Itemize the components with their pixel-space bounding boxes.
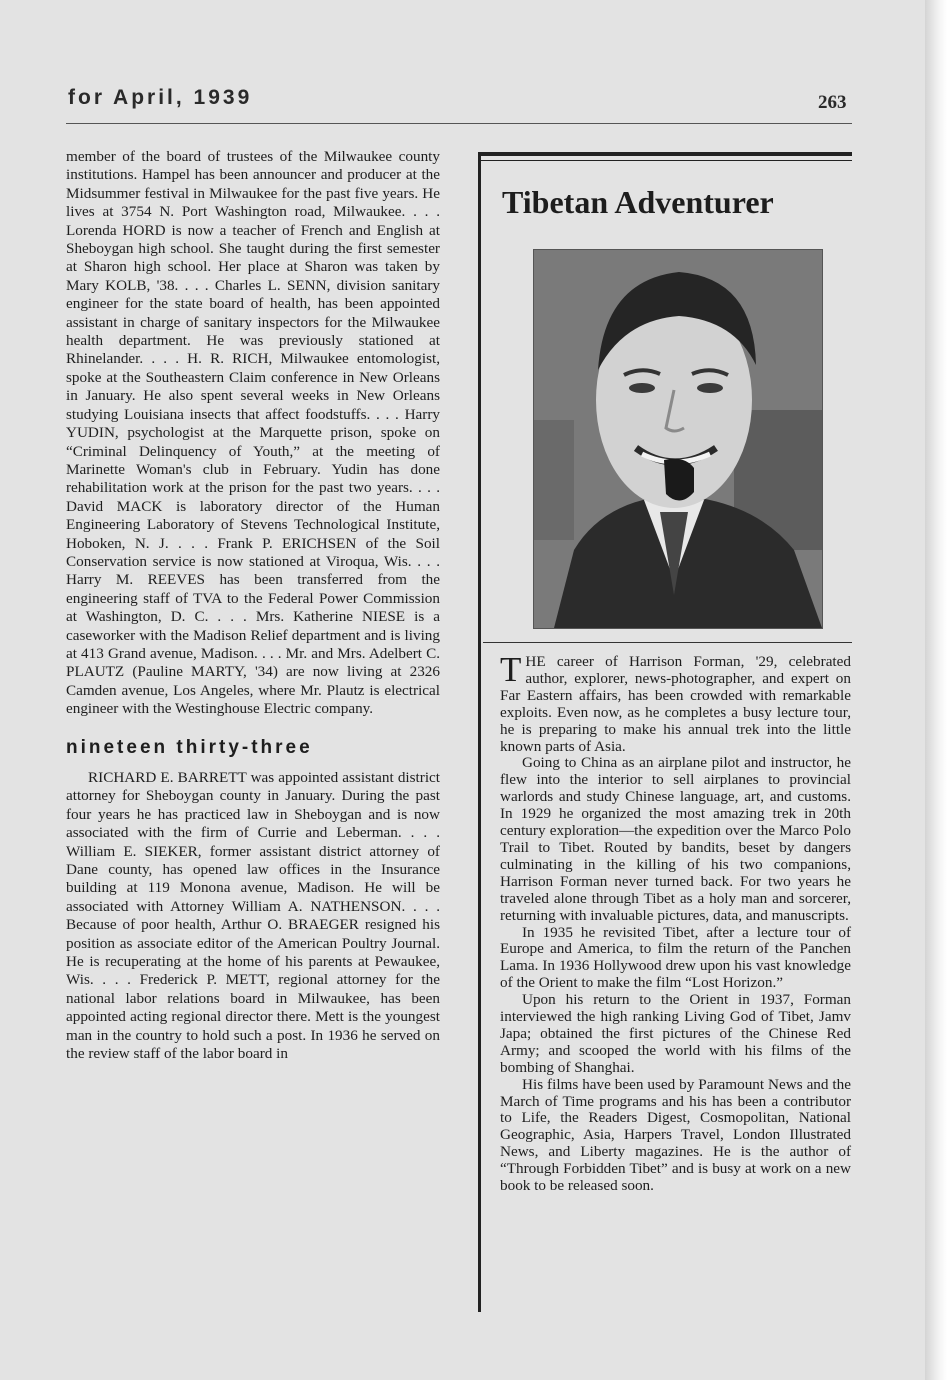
left-column xyxy=(66,148,440,1064)
scan-edge xyxy=(925,0,947,1380)
column-divider xyxy=(478,152,481,1312)
feature-paragraph: In 1935 he revisited Tibet, after a lecture tour of Europe and America, to film the return of the Panchen Lama. In 1936 Hollywood drew upon his vast knowledge of the Orient to make the film “Lost Horizon.” xyxy=(500,923,851,992)
feature-paragraph: Going to China as an airplane pilot and instructor, he flew into the interior to sell airplanes to provincial warlords and study Chinese language, art, and customs. In 1929 he organized the most amazing trek in 20th century exploration—the expedition over the Marco Polo Trail to Tibet. Routed by bandits, beset by dangers culminating in the killing of his two companions, Harrison Forman never turned back. For two years he traveled alone through Tibet as a holy man and sorcerer, returning with invaluable pictures, data, and manuscripts. xyxy=(500,754,851,924)
feature-paragraph: His films have been used by Paramount News and the March of Time programs and his has been a contributor to Life, the Readers Digest, Cosmopolitan, National Geographic, Asia, Harpers Travel, London Illustrated News, and Liberty magazines. He is the author of “Through Forbidden Tibet” and is busy at work on a new book to be released soon. xyxy=(500,1075,851,1195)
drop-cap: T xyxy=(500,650,522,689)
class-notes-1933: RICHARD E. BARRETT was appointed assistant district attorney for Sheboygan county in January. During the past four years he has practiced law in Sheboygan and is now associated with the firm of Currie and Leberman. . . . William E. SIEKER, former assistant district attorney of Dane county, has opened law offices in the Insurance building at 119 Monona avenue, Madison. He will be associated with Attorney William A. NATHENSON. . . . Because of poor health, Arthur O. BRAEGER resigned his position as associate editor of the American Poultry Journal. He is recuperating at the home of his parents at Pewaukee, Wis. . . . Frederick P. METT, regional attorney for the national labor relations board in Milwaukee, has been appointed acting regional director there. Mett is the youngest man in the country to hold such a post. In 1936 he served on the review staff of the labor board in xyxy=(66,769,440,1063)
feature-box-top-rule xyxy=(478,152,852,156)
feature-paragraph xyxy=(500,650,851,755)
feature-article xyxy=(500,650,851,1195)
feature-title: Tibetan Adventurer xyxy=(502,184,774,220)
section-heading: nineteen thirty-three xyxy=(66,736,313,758)
photo-rule xyxy=(483,642,852,643)
page-number: 263 xyxy=(818,92,847,113)
alumni-notes-continued: member of the board of trustees of the Milwaukee county institutions. Hampel has been announcer and producer at the Midsummer festival in Milwaukee for the past five years. He lives at 3754 N. Port Washington road, Milwaukee. . . . Lorenda HORD is now a teacher of French and English at Sheboygan high school. She taught during the first semester at Sharon high school. Her place at Sharon was taken by Mary KOLB, '38. . . . Charles L. SENN, division sanitary engineer for the state board of health, has been appointed assistant in charge of sanitary inspectors for the Milwaukee health department. He was previously stationed at Rhinelander. . . . H. R. RICH, Milwaukee entomologist, spoke at the Southeastern Claim conference in New Orleans in January. He also spent several weeks in New Orleans studying Louisiana insects that affect foodstuffs. . . . Harry YUDIN, psychologist at the Marquette prison, spoke on “Criminal Delinquency of Youth,” at the meeting of Marinette Woman's club in February. Yudin has done rehabilitation work at the prison for the past two years. . . . David MACK is laboratory director of the Human Engineering Laboratory of Stevens Technological Institute, Hoboken, N. J. . . . Frank P. ERICHSEN of the Soil Conservation service is now stationed at Viroqua, Wis. . . . Harry M. REEVES has been transferred from the engineering staff of TVA to the Federal Power Commission at Washington, D. C. . . . Mrs. Katherine NIESE is a caseworker with the Madison Relief department and is living at 413 Grand avenue, Madison. . . . Mr. and Mrs. Adelbert C. PLAUTZ (Pauline MARTY, '34) are now living at 2326 Camden avenue, Los Angeles, where Mr. Plautz is electrical engineer with the Westinghouse Electric company. xyxy=(66,148,440,718)
feature-box-inner-rule xyxy=(478,160,852,161)
feature-paragraph: Upon his return to the Orient in 1937, Forman interviewed the high ranking Living God of Tibet, Jamv Japa; obtained the first pictures of the Chinese Red Army; and scooped the world with his films of the bombing of Shanghai. xyxy=(500,991,851,1076)
running-header: for April, 1939 xyxy=(68,86,253,109)
header-rule xyxy=(66,123,852,124)
feature-paragraph-text: HE career of Harrison Forman, '29, celebrated author, explorer, news-photographer, and expert on Far Eastern affairs, has been crowded with remarkable exploits. Even now, as he completes a busy lecture tour, he is preparing to make his annual trek into the little known parts of Asia. xyxy=(500,653,851,755)
portrait-photo xyxy=(533,249,823,629)
